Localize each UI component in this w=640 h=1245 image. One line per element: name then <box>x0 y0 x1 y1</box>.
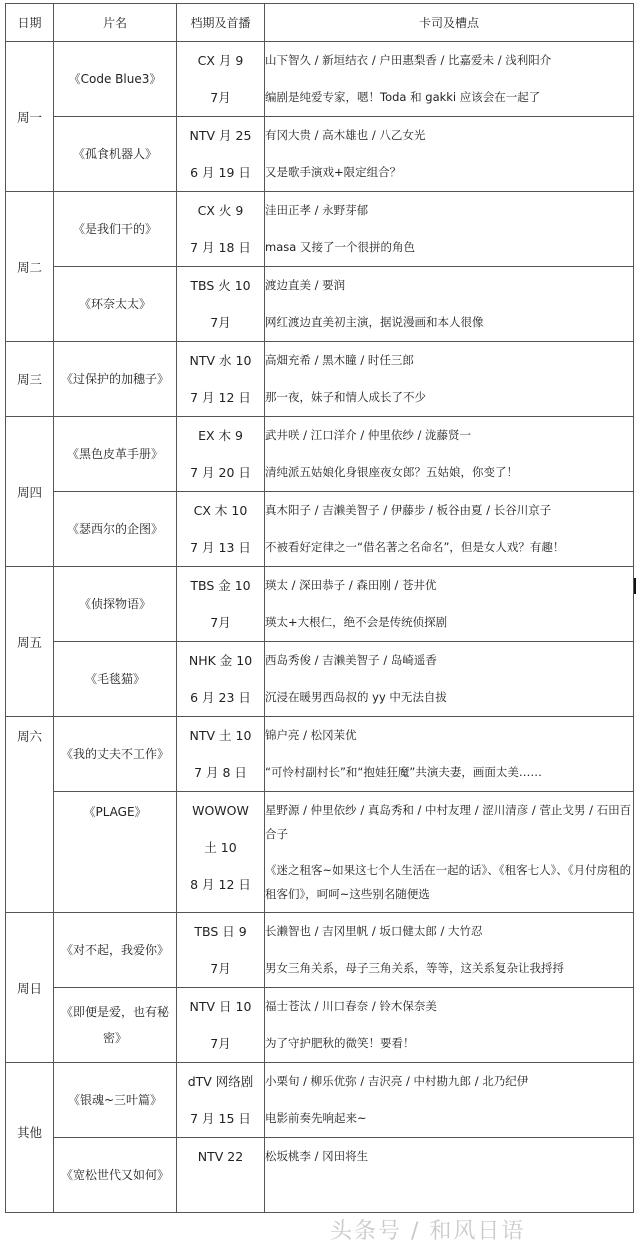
header-info: 卡司及槽点 <box>265 4 634 42</box>
info-cell <box>265 913 634 988</box>
header-day: 日期 <box>6 4 54 42</box>
day-cell-wed: 周三 <box>6 342 54 417</box>
drama-title: 《即便是爱，也有秘密》 <box>54 988 177 1063</box>
slot-date: 7 月 8 日 <box>194 765 247 780</box>
slot-cell <box>177 117 265 192</box>
slot-date: 7 月 13 日 <box>190 540 251 555</box>
cast-text: 长濑智也 / 吉冈里帆 / 坂口健太郎 / 大竹忍 <box>265 924 483 938</box>
note-text: 清纯派五姑娘化身银座夜女郎？五姑娘，你变了！ <box>265 465 518 479</box>
slot-date: 7 月 12 日 <box>190 390 251 405</box>
slot-channel: CX 火 9 <box>197 203 244 218</box>
cast-text: 瑛太 / 深田恭子 / 森田刚 / 苍井优 <box>265 578 437 592</box>
slot-cell <box>177 417 265 492</box>
cast-text: 高畑充希 / 黑木瞳 / 时任三郎 <box>265 353 414 367</box>
info-cell <box>265 117 634 192</box>
note-text: 男女三角关系，母子三角关系，等等，这关系复杂让我捋捋 <box>265 961 564 975</box>
info-cell <box>265 492 634 567</box>
table-row <box>6 913 634 988</box>
slot-date: 7 月 15 日 <box>190 1111 251 1126</box>
slot-channel: CX 月 9 <box>197 53 244 68</box>
table-row <box>6 42 634 117</box>
info-cell <box>265 267 634 342</box>
note-text: 那一夜，妹子和情人成长了不少 <box>265 390 426 404</box>
day-cell-tue: 周二 <box>6 192 54 342</box>
note-text: 不被看好定律之一“借名著之名命名”，但是女人戏？有趣！ <box>265 540 565 554</box>
note-text: 沉浸在暖男西岛叔的 yy 中无法自拔 <box>265 690 447 704</box>
drama-title: 《对不起，我爱你》 <box>54 913 177 988</box>
slot-cell <box>177 567 265 642</box>
note-text: 《迷之租客~如果这七个人生活在一起的话》、《租客七人》、《月付房租的租客们》，呵呵~这些别名随便选 <box>265 863 632 901</box>
cast-text: 真木阳子 / 吉濑美智子 / 伊藤步 / 板谷由夏 / 长谷川京子 <box>265 503 552 517</box>
slot-cell <box>177 913 265 988</box>
note-text: 瑛太+大根仁，绝不会是传统侦探剧 <box>265 615 448 629</box>
slot-channel: EX 木 9 <box>198 428 243 443</box>
slot-cell <box>177 42 265 117</box>
cast-text: 渡边直美 / 要润 <box>265 278 346 292</box>
slot-day: 土 10 <box>204 840 237 855</box>
drama-schedule-table <box>5 3 634 1213</box>
drama-title: 《毛毯猫》 <box>54 642 177 717</box>
slot-cell <box>177 267 265 342</box>
slot-date: 7月 <box>210 315 231 330</box>
info-cell <box>265 717 634 792</box>
table-row <box>6 492 634 567</box>
drama-title: 《过保护的加穗子》 <box>54 342 177 417</box>
slot-cell <box>177 988 265 1063</box>
slot-channel: WOWOW <box>192 803 249 818</box>
slot-date: 7月 <box>210 961 231 976</box>
slot-date: 7月 <box>210 615 231 630</box>
cast-text: 星野源 / 仲里依纱 / 真岛秀和 / 中村友理 / 涩川清彦 / 菅止戈男 / 石田百合子 <box>265 803 632 841</box>
slot-cell <box>177 1063 265 1138</box>
day-cell-other: 其他 <box>6 1063 54 1213</box>
header-slot: 档期及首播 <box>177 4 265 42</box>
table-row <box>6 567 634 642</box>
slot-cell <box>177 492 265 567</box>
header-row <box>6 4 634 42</box>
slot-cell <box>177 192 265 267</box>
table-row <box>6 642 634 717</box>
day-cell-fri: 周五 <box>6 567 54 717</box>
day-cell-thu: 周四 <box>6 417 54 567</box>
drama-title: 《我的丈夫不工作》 <box>54 717 177 792</box>
slot-channel: NHK 金 10 <box>188 653 253 668</box>
slot-channel: TBS 日 9 <box>194 924 247 939</box>
watermark-text: 头条号 / 和风日语 <box>330 1219 526 1244</box>
table-row <box>6 192 634 267</box>
note-text: 为了守护肥秋的微笑！要看！ <box>265 1036 415 1050</box>
cast-text: 武井咲 / 江口洋介 / 仲里依纱 / 泷藤贤一 <box>265 428 472 442</box>
info-cell <box>265 642 634 717</box>
slot-cell <box>177 717 265 792</box>
page-edge-mark <box>634 578 636 594</box>
note-text: 网红渡边直美初主演，据说漫画和本人很像 <box>265 315 484 329</box>
table-row <box>6 988 634 1063</box>
table-row <box>6 267 634 342</box>
info-cell <box>265 342 634 417</box>
table-row <box>6 417 634 492</box>
slot-channel: dTV 网络剧 <box>187 1074 254 1089</box>
slot-channel: NTV 月 25 <box>189 128 252 143</box>
cast-text: 山下智久 / 新垣结衣 / 户田惠梨香 / 比嘉爱未 / 浅利阳介 <box>265 53 552 67</box>
slot-date: 6 月 23 日 <box>190 690 251 705</box>
slot-channel: NTV 日 10 <box>189 999 252 1014</box>
info-cell <box>265 792 634 913</box>
info-cell <box>265 417 634 492</box>
drama-title: 《PLAGE》 <box>54 792 177 913</box>
slot-cell <box>177 642 265 717</box>
cast-text: 松坂桃李 / 冈田将生 <box>265 1149 369 1163</box>
day-cell-mon: 周一 <box>6 42 54 192</box>
slot-channel: TBS 金 10 <box>190 578 251 593</box>
table-row <box>6 1063 634 1138</box>
drama-title: 《瑟西尔的企图》 <box>54 492 177 567</box>
table-row <box>6 717 634 792</box>
slot-channel: CX 木 10 <box>193 503 248 518</box>
slot-date: 7 月 20 日 <box>190 465 251 480</box>
drama-title: 《环奈太太》 <box>54 267 177 342</box>
drama-title: 《是我们干的》 <box>54 192 177 267</box>
slot-channel: NTV 22 <box>197 1149 244 1164</box>
slot-cell <box>177 792 265 913</box>
slot-cell <box>177 1138 265 1213</box>
slot-date: 7 月 18 日 <box>190 240 251 255</box>
day-cell-sun: 周日 <box>6 913 54 1063</box>
slot-date: 8 月 12 日 <box>190 877 251 892</box>
slot-channel: NTV 水 10 <box>189 353 252 368</box>
slot-channel: TBS 火 10 <box>190 278 251 293</box>
note-text: 电影前奏先响起来~ <box>265 1111 367 1125</box>
cast-text: 西岛秀俊 / 吉濑美智子 / 岛崎遥香 <box>265 653 437 667</box>
slot-date: 7月 <box>210 90 231 105</box>
slot-date: 6 月 19 日 <box>190 165 251 180</box>
drama-title: 《Code Blue3》 <box>54 42 177 117</box>
table-row <box>6 342 634 417</box>
info-cell <box>265 192 634 267</box>
note-text: 编剧是纯爱专家，嗯！Toda 和 gakki 应该会在一起了 <box>265 90 541 104</box>
info-cell <box>265 567 634 642</box>
cast-text: 有冈大贵 / 高木雄也 / 八乙女光 <box>265 128 426 142</box>
drama-title: 《宽松世代又如何》 <box>54 1138 177 1213</box>
table-row <box>6 117 634 192</box>
drama-title: 《银魂~三叶篇》 <box>54 1063 177 1138</box>
table-row <box>6 1138 634 1213</box>
info-cell <box>265 1063 634 1138</box>
cast-text: 洼田正孝 / 永野芽郁 <box>265 203 369 217</box>
drama-title: 《侦探物语》 <box>54 567 177 642</box>
slot-cell <box>177 342 265 417</box>
cast-text: 锦户亮 / 松冈茉优 <box>265 728 357 742</box>
cast-text: 福士苍汰 / 川口春奈 / 铃木保奈美 <box>265 999 437 1013</box>
info-cell <box>265 1138 634 1213</box>
note-text: 又是歌手演戏+限定组合？ <box>265 165 402 179</box>
slot-channel: NTV 土 10 <box>189 728 252 743</box>
note-text: masa 又接了一个很拼的角色 <box>265 240 415 254</box>
cast-text: 小栗旬 / 柳乐优弥 / 吉沢亮 / 中村勘九郎 / 北乃纪伊 <box>265 1074 529 1088</box>
info-cell <box>265 988 634 1063</box>
header-title: 片名 <box>54 4 177 42</box>
table-row <box>6 792 634 913</box>
slot-date: 7月 <box>210 1036 231 1051</box>
day-cell-sat: 周六 <box>6 717 54 913</box>
drama-title: 《孤食机器人》 <box>54 117 177 192</box>
info-cell <box>265 42 634 117</box>
note-text: “可怜村副村长”和“抱娃狂魔”共演夫妻，画面太美…… <box>265 765 542 779</box>
drama-title: 《黑色皮革手册》 <box>54 417 177 492</box>
